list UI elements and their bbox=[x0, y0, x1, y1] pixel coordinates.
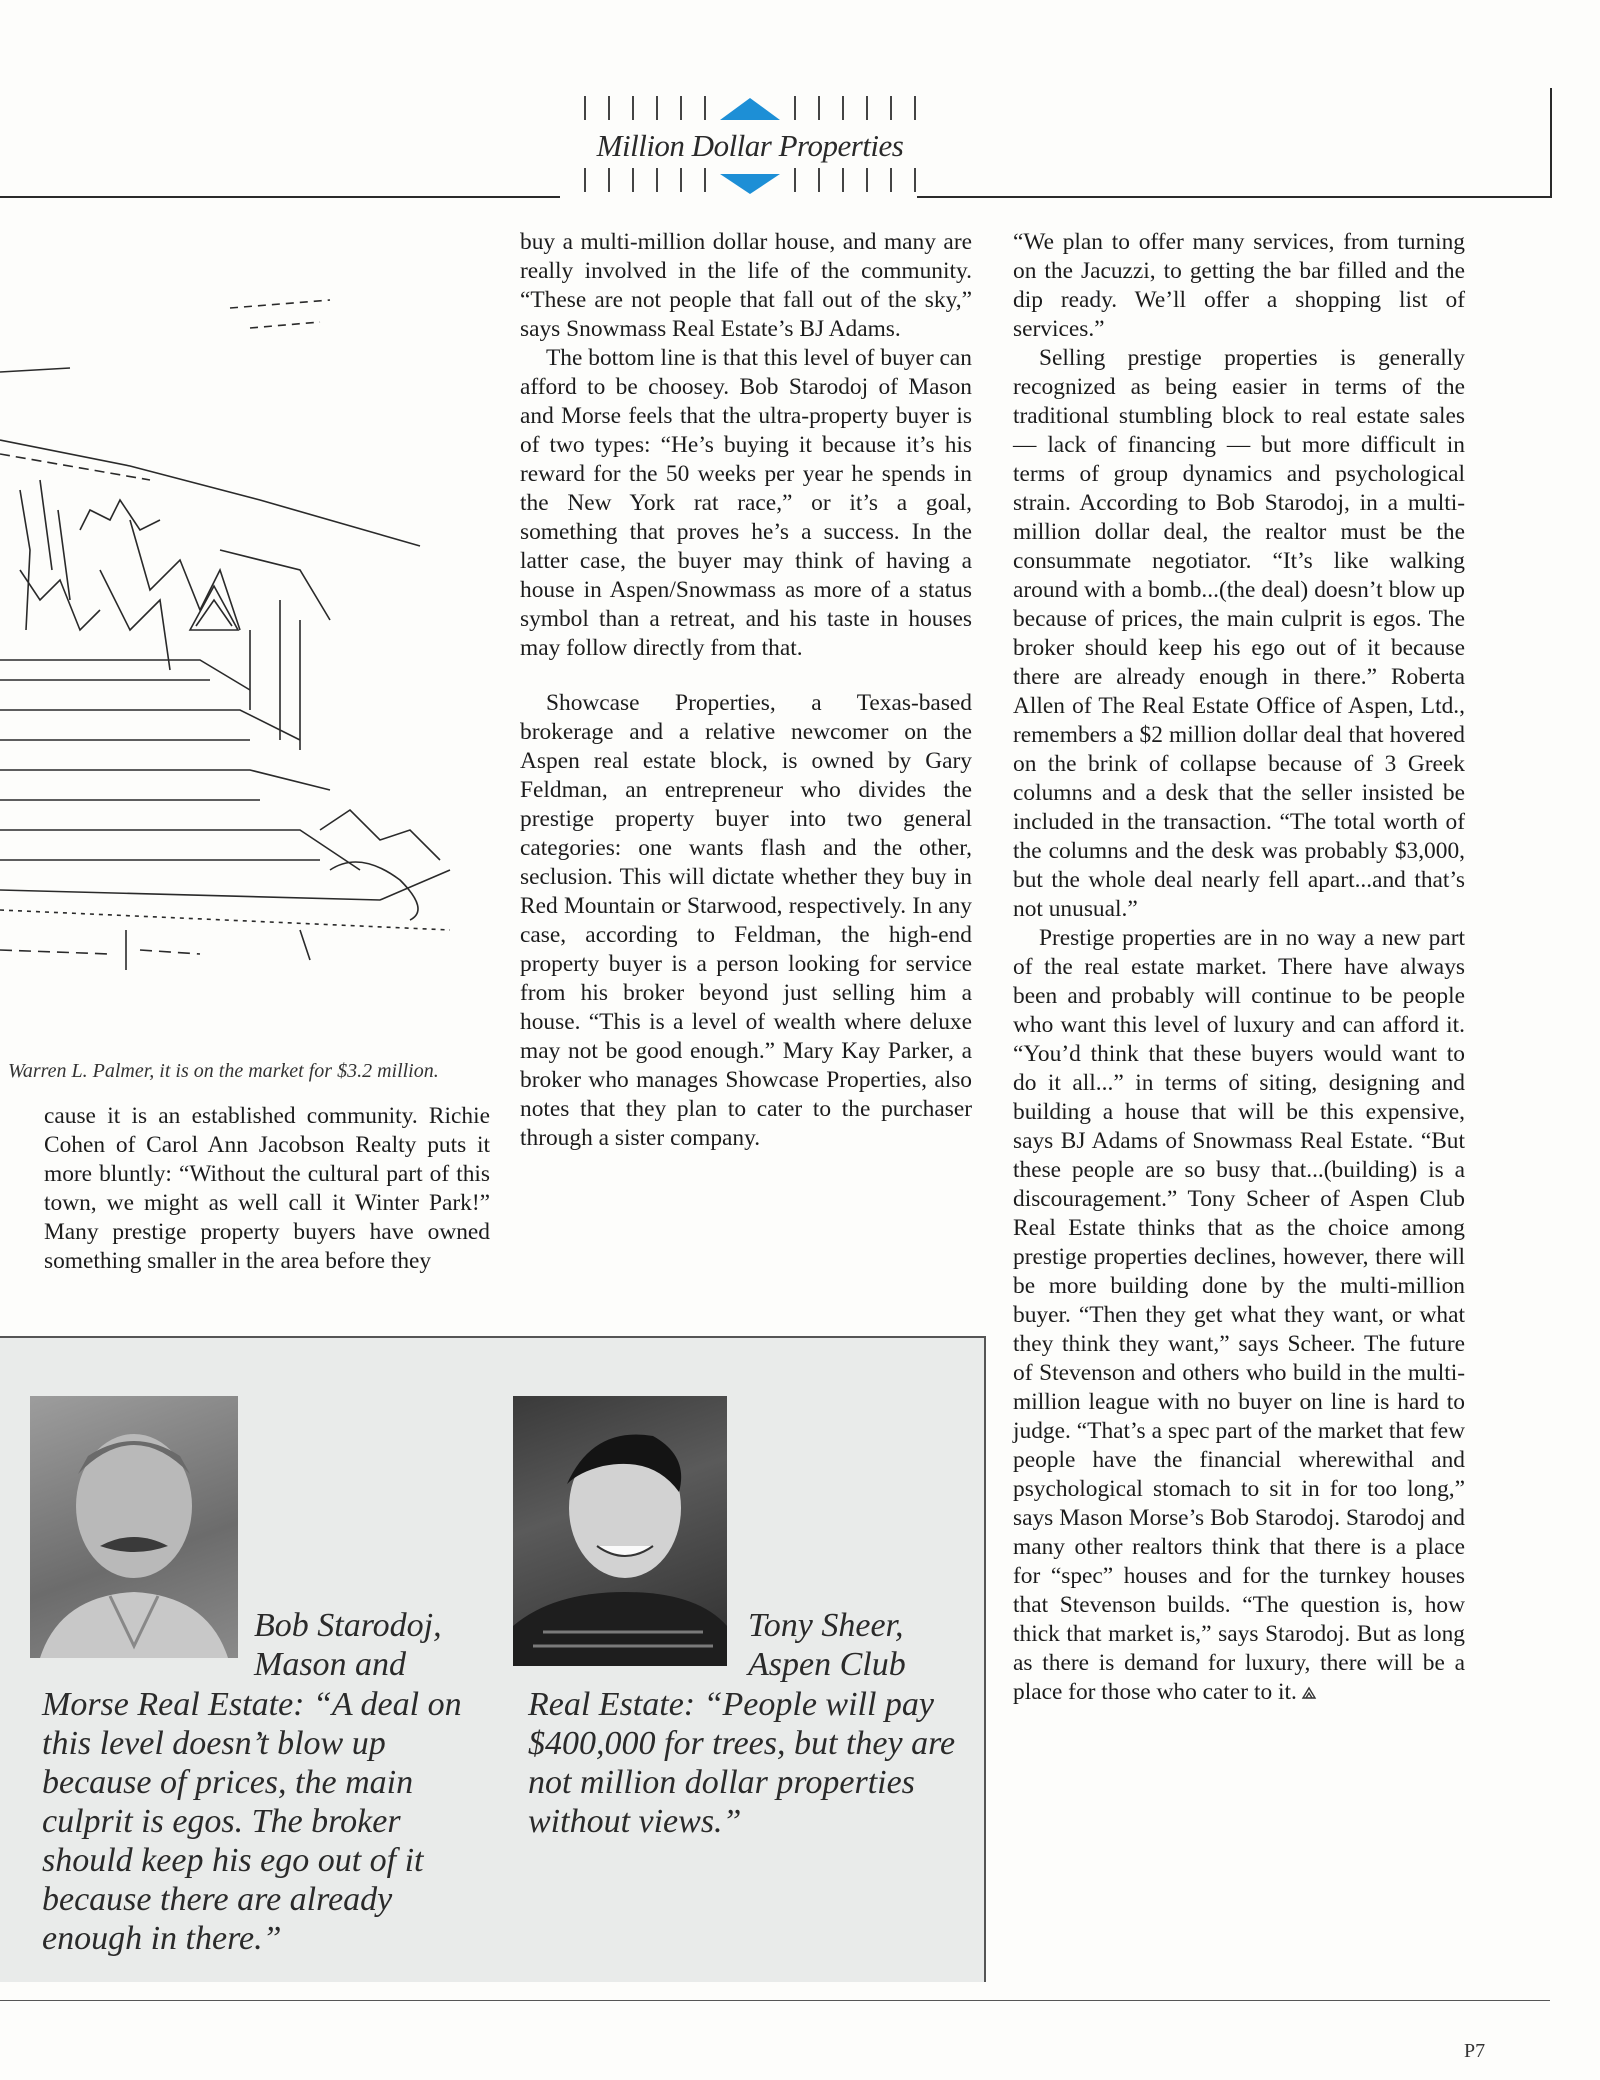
pull-quote-box bbox=[0, 1336, 986, 1982]
triangle-up-icon bbox=[720, 98, 780, 120]
end-mark-icon bbox=[1301, 1686, 1317, 1700]
column-3-paragraph-3-wrap bbox=[1013, 924, 1465, 1707]
tony-sheer-photo bbox=[513, 1396, 727, 1666]
quote-1-attribution: Bob Starodoj, Mason and bbox=[254, 1607, 442, 1683]
quote-1-text: Morse Real Estate: “A deal on this level doesn’t blow up because of prices, the main culprit is egos. The broker should keep his ego out of it because there are already enough in there.” bbox=[42, 1686, 462, 1957]
page-number: P7 bbox=[1464, 2040, 1486, 2062]
column-3-paragraph-2: Selling prestige properties is generally recognized as being easier in terms of the traditional stumbling block to real estate sales — lack of financing — but more difficult in terms of group dynamics and psychological strain. According to Bob Starodoj, in a multi-million dollar deal, the realtor must be the consummate negotiator. “It’s like walking around with a bomb...(the deal) doesn’t blow up because of prices, the main culprit is egos. The broker should keep his ego out of it because there are already enough in there.” Roberta Allen of The Real Estate Office of Aspen, Ltd., remembers a $2 million dollar deal that hovered on the brink of collapse because of 3 Greek columns and a desk that the seller insisted be included in the transaction. “The total worth of the columns and the desk was probably $3,000, but the whole deal nearly fell apart...and that’s not unusual.” bbox=[1013, 345, 1465, 922]
masthead bbox=[582, 88, 918, 196]
footer-rule bbox=[0, 2000, 1550, 2001]
article-column-2 bbox=[520, 228, 972, 1153]
illustration-caption: Warren L. Palmer, it is on the market for $3.2 million. bbox=[8, 1060, 439, 1082]
portrait-1-icon bbox=[30, 1396, 238, 1658]
house-sketch-illustration bbox=[0, 270, 470, 1000]
portrait-2-icon bbox=[513, 1396, 727, 1666]
quote-2-text: Real Estate: “People will pay $400,000 for trees, but they are not million dollar properties without views.” bbox=[528, 1686, 956, 1840]
header-rule-left bbox=[0, 196, 560, 198]
article-column-1 bbox=[44, 1102, 490, 1276]
triangle-down-icon bbox=[720, 174, 780, 194]
column-3-paragraph-1: “We plan to offer many services, from turning on the Jacuzzi, to getting the bar filled and the dip ready. We’ll offer a shopping list of services.” bbox=[1013, 229, 1465, 342]
bob-starodoj-photo bbox=[30, 1396, 238, 1658]
column-1-paragraph: cause it is an established community. Richie Cohen of Carol Ann Jacobson Realty puts it more bluntly: “Without the cultural part of this town, we might as well call it Winter Park!” Many prestige property buyers have owned something smaller in the area before they bbox=[44, 1103, 490, 1274]
header-rule-vertical bbox=[1550, 88, 1552, 198]
header-rule-right bbox=[917, 196, 1550, 198]
masthead-title: Million Dollar Properties bbox=[596, 128, 904, 163]
column-3-paragraph-3: Prestige properties are in no way a new part of the real estate market. There have always been and probably will continue to be people who want this level of luxury and can afford it. “You’d think that these buyers would want to do it all...” in terms of siting, designing and building a house that will be this expensive, says BJ Adams of Snowmass Real Estate. “But these people are so busy that...(building) is a discouragement.” Tony Scheer of Aspen Club Real Estate thinks that as the choice among prestige properties declines, however, there will be more building done by the multi-million buyer. “Then they get what they want, or what they think they want,” says Scheer. The future of Stevenson and others who build in the multi-million league with no buyer on line is hard to judge. “That’s a spec part of the market that few people have the financial wherewithal and psychological stomach to sit in for too long,” says Mason Morse’s Bob Starodoj. Starodoj and many other realtors think that there is a place for “spec” houses and for the turnkey houses that Stevenson builds. “The question is, how thick that market is,” says Starodoj. But as long as there is demand for luxury, there will be a place for those who cater to it. bbox=[1013, 925, 1465, 1705]
column-2-paragraph-3: Showcase Properties, a Texas-based brokerage and a relative newcomer on the Aspen real estate block, is owned by Gary Feldman, an entrepreneur who divides the prestige property buyer into two general categories: one wants flash and the other, seclusion. This will dictate whether they buy in Red Mountain or Starwood, respectively. In any case, according to Feldman, the high-end property buyer is a person looking for service from his broker beyond just selling him a house. “This is a level of wealth where deluxe may not be good enough.” Mary Kay Parker, a broker who manages Showcase Properties, also notes that they plan to cater to the purchaser through a sister company. bbox=[520, 690, 972, 1151]
quote-2-attribution: Tony Sheer, Aspen Club bbox=[748, 1607, 906, 1683]
article-column-3 bbox=[1013, 228, 1465, 1707]
column-2-paragraph-1: buy a multi-million dollar house, and many are really involved in the life of the community. “These are not people that fall out of the sky,” says Snowmass Real Estate’s BJ Adams. bbox=[520, 229, 972, 342]
column-2-paragraph-2: The bottom line is that this level of buyer can afford to be choosey. Bob Starodoj of Mason and Morse feels that the ultra-property buyer is of two types: “He’s buying it because it’s his reward for the 50 weeks per year he spends in the New York rat race,” or it’s a goal, something that proves he’s a success. In the latter case, the buyer may think of having a house in Aspen/Snowmass as more of a status symbol than a retreat, and his taste in houses may follow directly from that. bbox=[520, 345, 972, 661]
